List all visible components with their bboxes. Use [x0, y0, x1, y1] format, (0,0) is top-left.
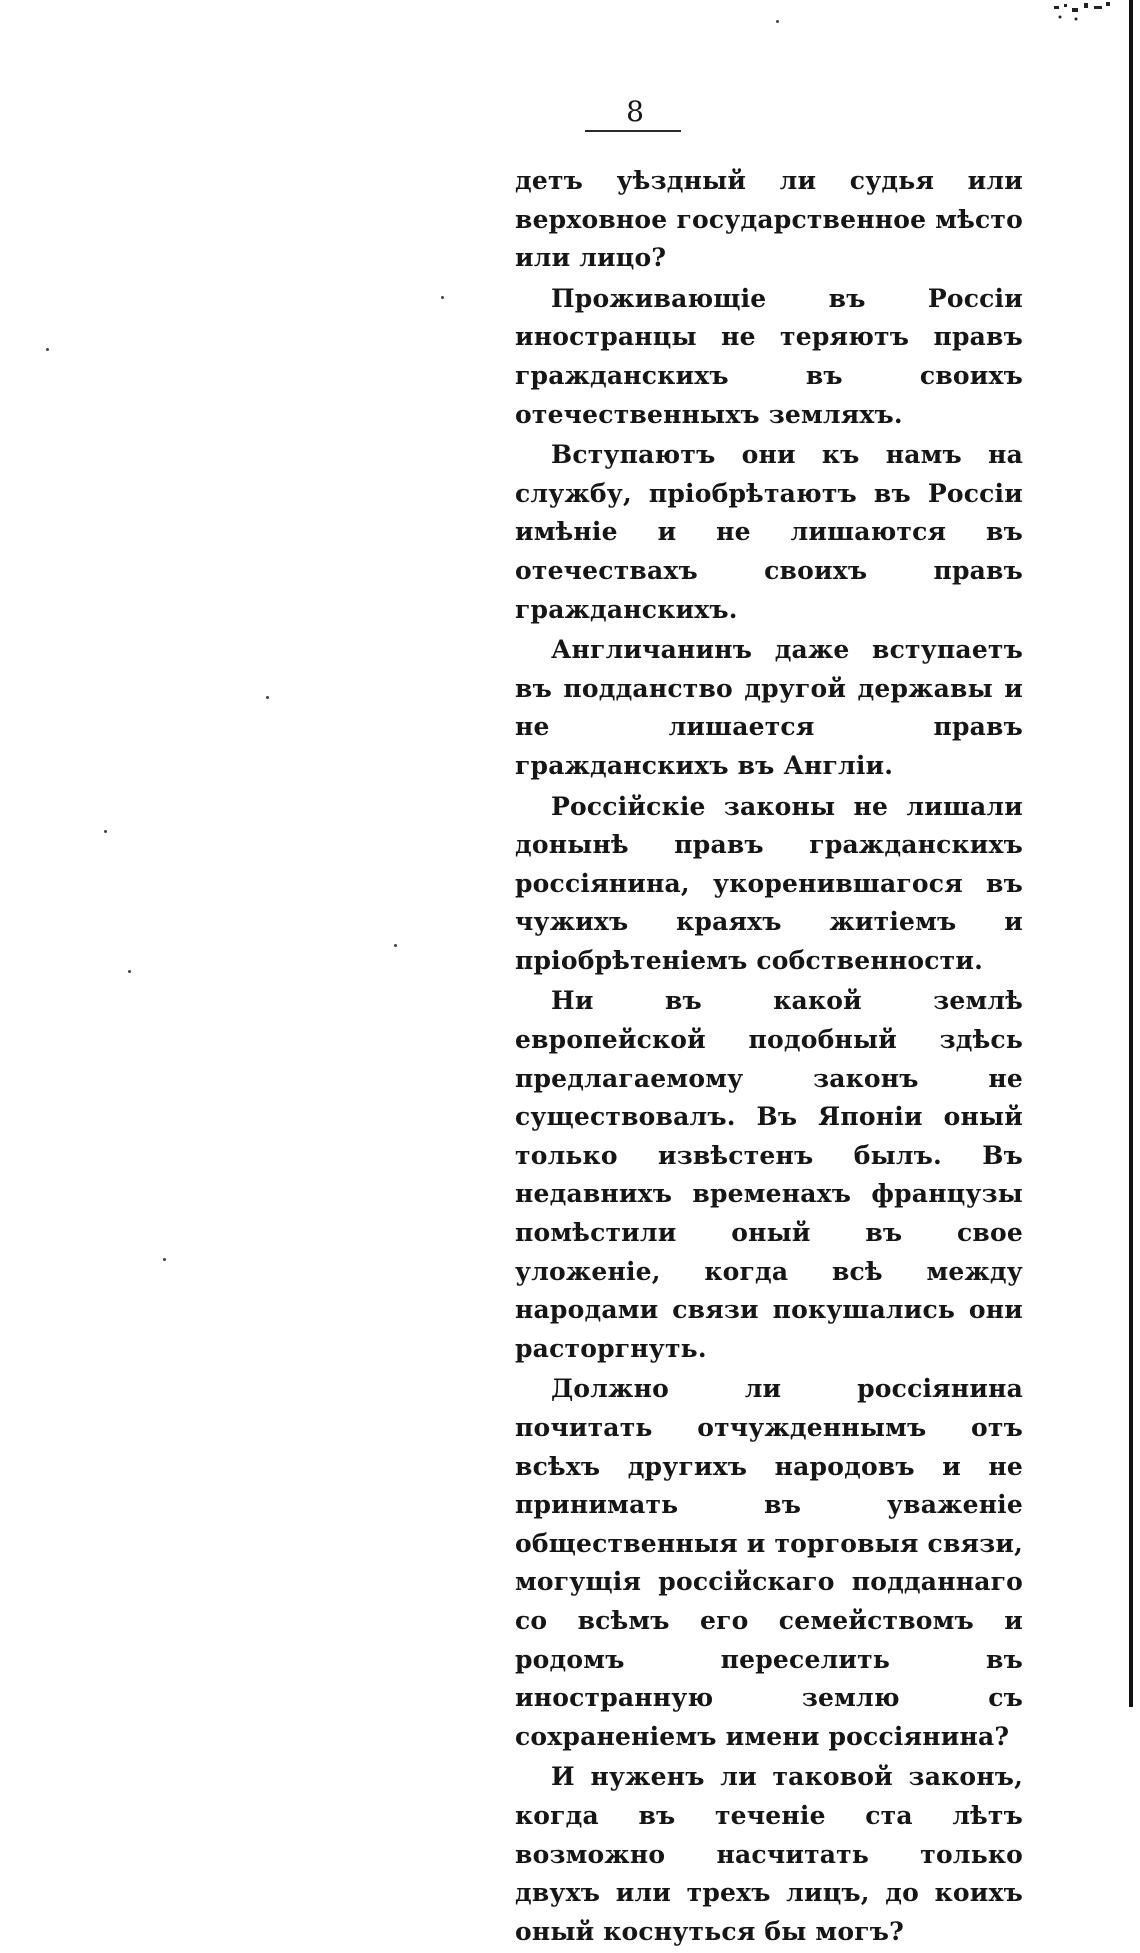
scan-speck: [46, 348, 49, 351]
paragraph-3: Вступаютъ они къ намъ на службу, пріобрѣтаютъ въ Россіи имѣніе и не лишаются въ отечествахъ своихъ правъ гражданскихъ.: [515, 440, 1023, 624]
header-rule: [585, 130, 681, 132]
scan-speck: [104, 830, 107, 833]
paragraph-1: детъ уѣздный ли судья или верховное государственное мѣсто или лицо?: [515, 166, 1023, 273]
scan-speck: [266, 696, 269, 699]
paragraph-5: Россійскіе законы не лишали донынѣ правъ гражданскихъ россіянина, укоренившагося въ чужихъ краяхъ житіемъ и пріобрѣтеніемъ собственности.: [515, 791, 1023, 975]
paragraph-6: Ни въ какой землѣ европейской подобный здѣсь предлагаемому законъ не существовалъ. Въ Японіи оный только извѣстенъ былъ. Въ недавнихъ временахъ французы помѣстили оный въ свое уложеніе, когда всѣ между народами связи покушались они расторгнуть.: [515, 986, 1023, 1363]
paragraph-8: И нуженъ ли таковой законъ, когда въ теченіе ста лѣтъ возможно насчитать только двухъ или трехъ лицъ, до коихъ оный коснуться бы могъ?: [515, 1762, 1023, 1946]
scan-speck: [394, 944, 397, 947]
scan-speck: [776, 20, 779, 23]
scan-speck: [163, 1258, 166, 1261]
scan-right-edge: [1129, 0, 1133, 1707]
paragraph-7: Должно ли россіянина почитать отчужденнымъ отъ всѣхъ другихъ народовъ и не принимать въ уваженіе общественныя и торговыя связи, могущія россійскаго подданнаго со всѣмъ его семействомъ и родомъ переселить въ иностранную землю съ сохраненіемъ имени россіянина?: [515, 1374, 1023, 1751]
paragraph-2: Проживающіе въ Россіи иностранцы не теряютъ правъ гражданскихъ въ своихъ отечественныхъ земляхъ.: [515, 283, 1023, 429]
page-number: 8: [626, 95, 644, 128]
scan-speck: [128, 970, 131, 973]
paragraph-4: Англичанинъ даже вступаетъ въ подданство другой державы и не лишается правъ гражданскихъ въ Англіи.: [515, 635, 1023, 780]
body-text: [515, 162, 1023, 1953]
scan-speck: [441, 296, 444, 299]
scan-corner-mark: [1046, 0, 1118, 24]
